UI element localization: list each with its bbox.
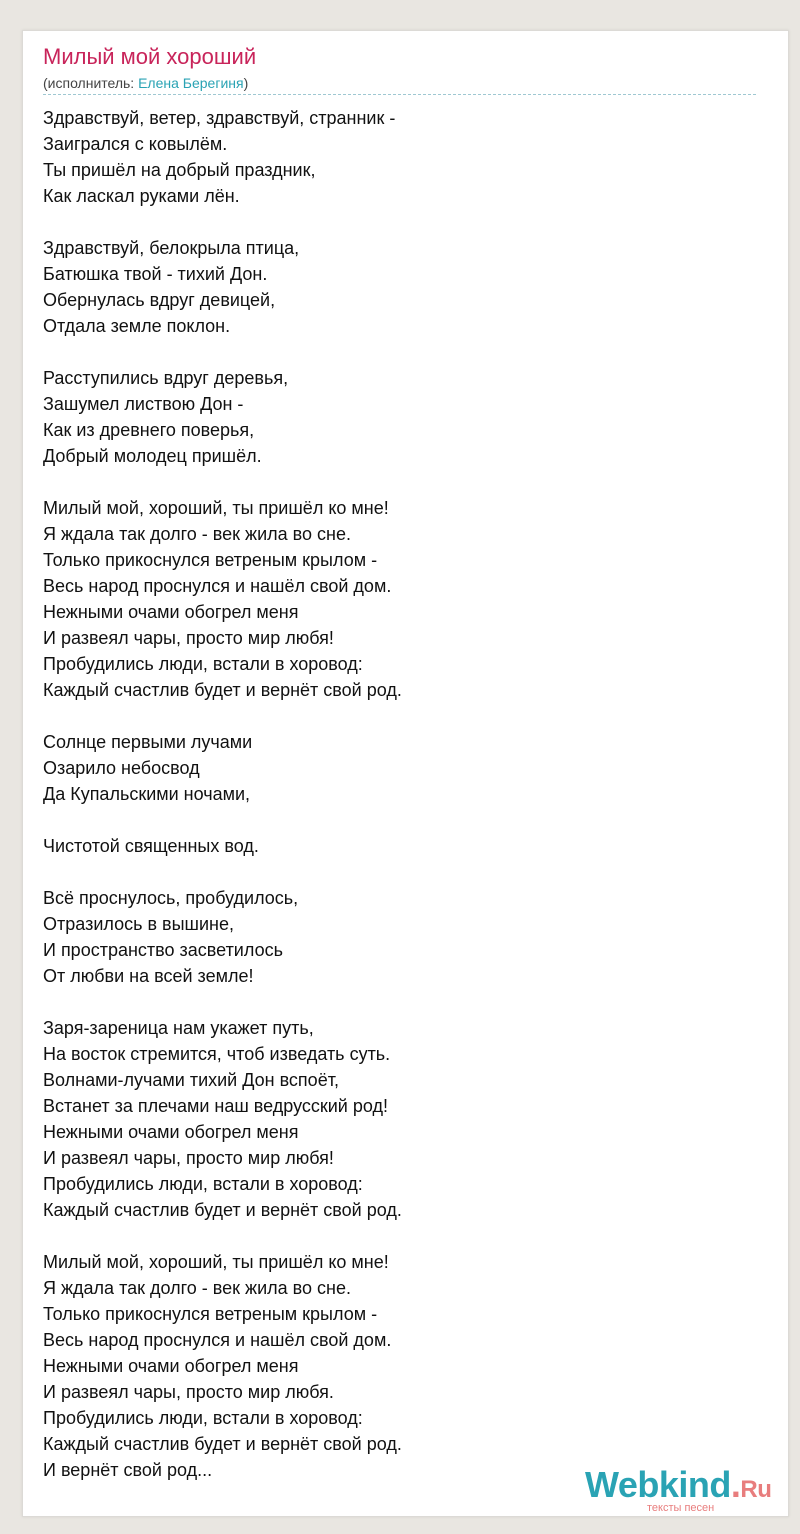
artist-link[interactable]: Елена Берегиня <box>138 75 244 91</box>
lyric-line <box>43 703 743 729</box>
lyric-line: Нежными очами обогрел меня <box>43 1356 299 1376</box>
lyric-line <box>43 209 743 235</box>
lyric-line: Всё проснулось, пробудилось, <box>43 888 299 908</box>
lyric-line: Пробудились люди, встали в хоровод: <box>43 1408 363 1428</box>
lyric-line: Зашумел листвою Дон - <box>43 394 244 414</box>
lyric-line: Каждый счастлив будет и вернёт свой род. <box>43 680 402 700</box>
lyric-line: Как из древнего поверья, <box>43 420 255 440</box>
lyric-line: Батюшка твой - тихий Дон. <box>43 264 268 284</box>
lyric-line: Каждый счастлив будет и вернёт свой род. <box>43 1200 402 1220</box>
lyric-line: Только прикоснулся ветреным крылом - <box>43 1304 378 1324</box>
lyric-line: Только прикоснулся ветреным крылом - <box>43 550 378 570</box>
lyric-line: Весь народ проснулся и нашёл свой дом. <box>43 1330 392 1350</box>
lyric-line: Ты пришёл на добрый праздник, <box>43 160 316 180</box>
logo-word: Webkind <box>585 1464 731 1505</box>
lyric-line: И развеял чары, просто мир любя! <box>43 1148 334 1168</box>
lyric-line: Заря-зареница нам укажет путь, <box>43 1018 314 1038</box>
lyric-line: Я ждала так долго - век жила во сне. <box>43 1278 351 1298</box>
lyric-line: Милый мой, хороший, ты пришёл ко мне! <box>43 498 389 518</box>
lyric-line: Здравствуй, ветер, здравствуй, странник - <box>43 108 396 128</box>
lyric-line: Встанет за плечами наш ведрусский род! <box>43 1096 388 1116</box>
lyric-line: И пространство засветилось <box>43 940 283 960</box>
lyric-line: Милый мой, хороший, ты пришёл ко мне! <box>43 1252 389 1272</box>
lyric-line: От любви на всей земле! <box>43 966 254 986</box>
lyric-line <box>43 339 743 365</box>
lyric-line: Солнце первыми лучами <box>43 732 253 752</box>
lyrics-card <box>22 30 789 1517</box>
lyric-line: Нежными очами обогрел меня <box>43 1122 299 1142</box>
performer-line <box>43 74 248 92</box>
lyric-line <box>43 859 743 885</box>
lyric-line: Отразилось в вышине, <box>43 914 234 934</box>
performer-prefix: (исполнитель: <box>43 75 139 91</box>
lyric-line: Каждый счастлив будет и вернёт свой род. <box>43 1434 402 1454</box>
lyric-line: Отдала земле поклон. <box>43 316 231 336</box>
logo-tagline: тексты песен <box>647 1502 715 1514</box>
lyric-line: Чистотой священных вод. <box>43 836 259 856</box>
lyric-line: Добрый молодец пришёл. <box>43 446 262 466</box>
lyric-line: Озарило небосвод <box>43 758 200 778</box>
lyric-line <box>43 469 743 495</box>
logo-dot: . <box>730 1464 741 1505</box>
webkind-logo[interactable] <box>585 1465 785 1515</box>
lyric-line <box>43 989 743 1015</box>
lyric-line: И развеял чары, просто мир любя. <box>43 1382 334 1402</box>
lyric-line: На восток стремится, чтоб изведать суть. <box>43 1044 391 1064</box>
lyric-line <box>43 807 743 833</box>
lyric-line: Обернулась вдруг девицей, <box>43 290 276 310</box>
lyric-line: Весь народ проснулся и нашёл свой дом. <box>43 576 392 596</box>
lyric-line: Волнами-лучами тихий Дон вспоёт, <box>43 1070 339 1090</box>
lyric-line: Да Купальскими ночами, <box>43 784 251 804</box>
lyric-line: Нежными очами обогрел меня <box>43 602 299 622</box>
lyric-line <box>43 1223 743 1249</box>
lyric-line: Я ждала так долго - век жила во сне. <box>43 524 351 544</box>
lyric-line: Пробудились люди, встали в хоровод: <box>43 1174 363 1194</box>
lyric-line: И вернёт свой род... <box>43 1460 213 1480</box>
song-title: Милый мой хороший <box>43 44 257 69</box>
lyric-line: Пробудились люди, встали в хоровод: <box>43 654 363 674</box>
lyric-line: Расступились вдруг деревья, <box>43 368 289 388</box>
logo-tld: Ru <box>740 1476 772 1503</box>
lyric-line: Здравствуй, белокрыла птица, <box>43 238 300 258</box>
lyrics-text <box>43 105 743 1483</box>
performer-suffix: ) <box>243 75 249 91</box>
lyric-line: Как ласкал руками лён. <box>43 186 240 206</box>
lyric-line: Заигрался с ковылём. <box>43 134 228 154</box>
title-divider <box>43 94 756 95</box>
lyric-line: И развеял чары, просто мир любя! <box>43 628 334 648</box>
